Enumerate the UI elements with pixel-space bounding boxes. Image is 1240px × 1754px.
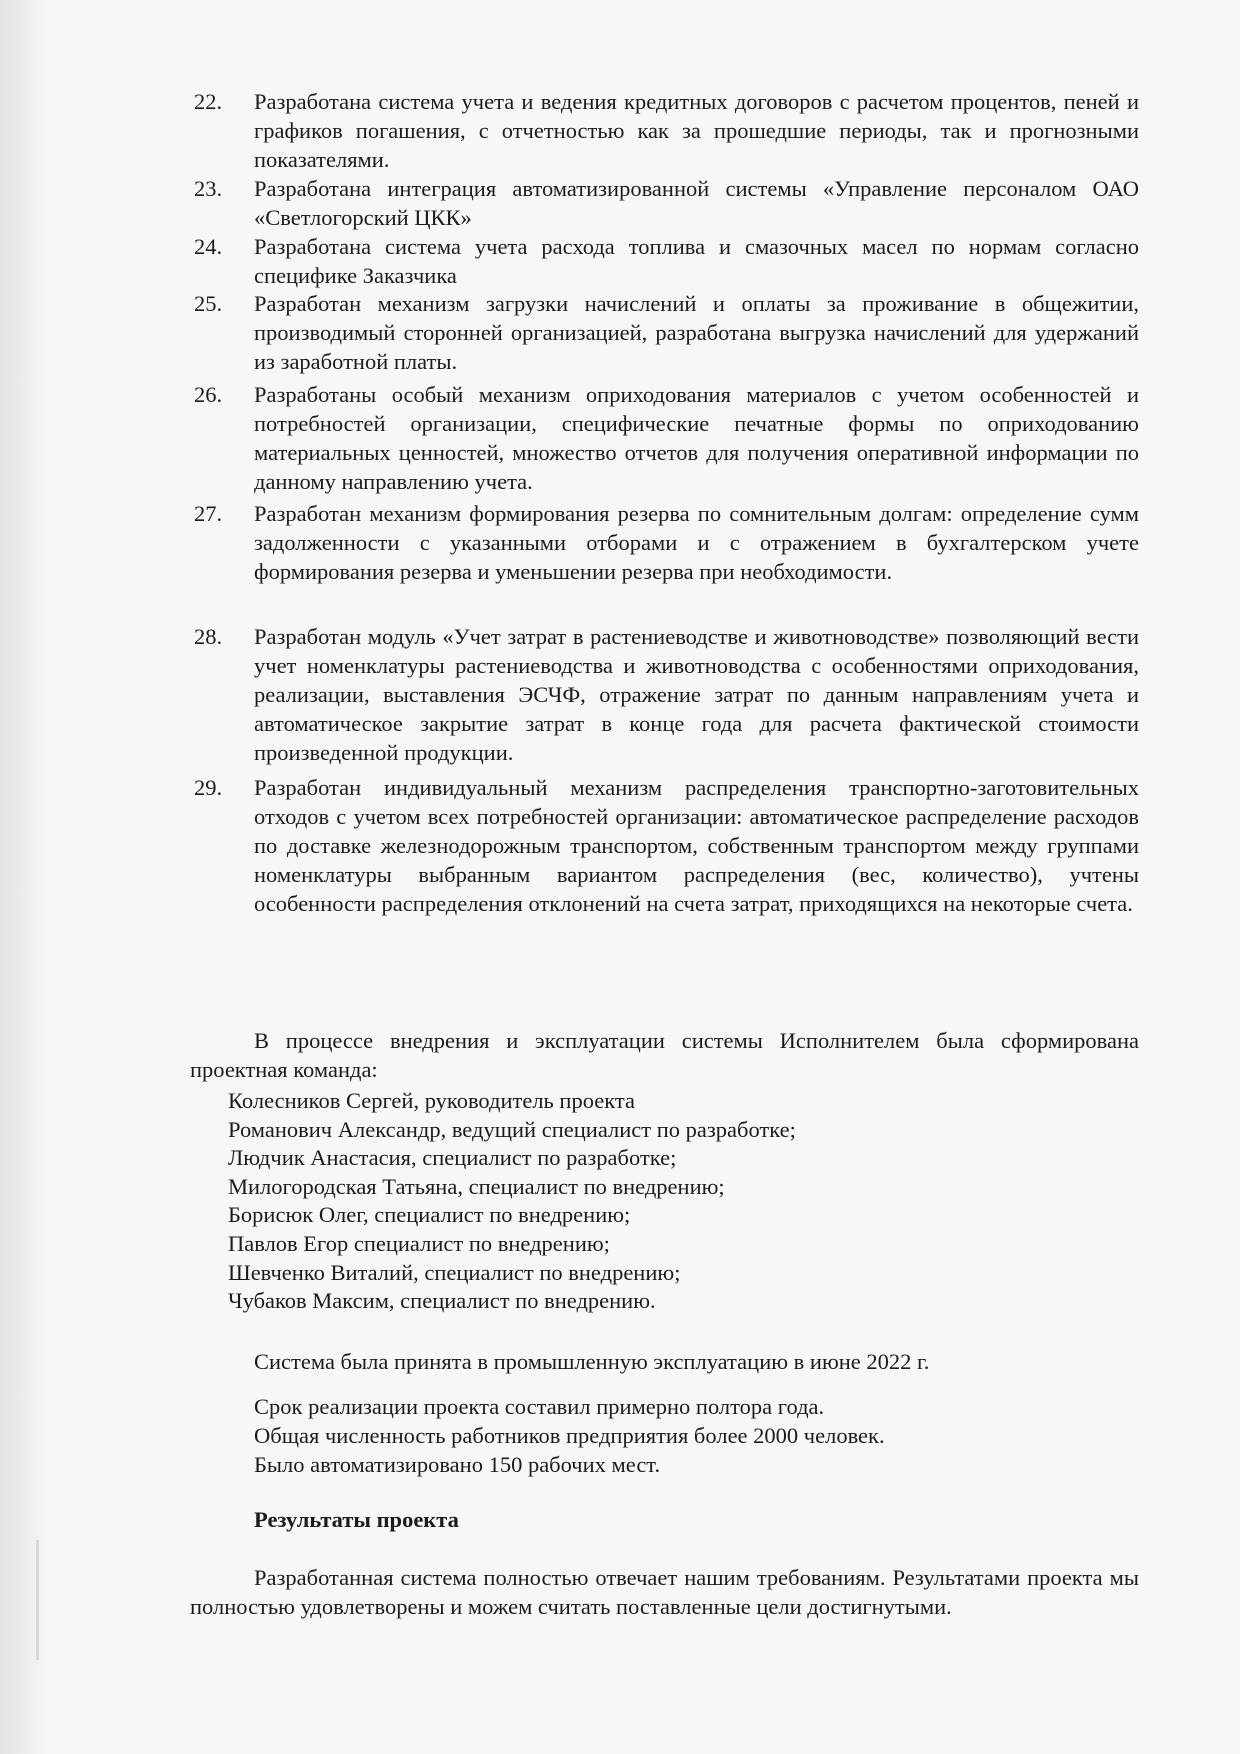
team-member: Романович Александр, ведущий специалист по разработке;	[228, 1116, 796, 1142]
item-text: Разработана система учета расхода топлива и смазочных масел по нормам согласно специфике Заказчика	[254, 234, 1139, 288]
item-text: Разработан модуль «Учет затрат в растениеводстве и животноводстве» позволяющий вести учет номенклатуры растениеводства и животноводства с особенностями оприходования, реализации, выставления ЭСЧФ, отражение затрат по данным направлениям учета и автоматическое закрытие затрат в конце года для расчета фактической стоимости произведенной продукции.	[254, 624, 1139, 765]
workplace-count: Было автоматизировано 150 рабочих мест.	[254, 1452, 661, 1477]
list-item	[194, 233, 1139, 291]
list-item	[194, 290, 1139, 377]
item-number: 28.	[194, 624, 223, 649]
list-item	[194, 381, 1139, 497]
team-member: Шевченко Виталий, специалист по внедрению;	[228, 1259, 681, 1285]
list-item	[194, 500, 1139, 587]
project-duration: Срок реализации проекта составил примерно полтора года.	[254, 1394, 825, 1419]
item-number: 29.	[194, 775, 223, 800]
employee-count: Общая численность работников предприятия более 2000 человек.	[254, 1423, 885, 1448]
team-member: Павлов Егор специалист по внедрению;	[228, 1230, 610, 1256]
team-intro: В процессе внедрения и эксплуатации системы Исполнителем была сформирована проектная команда:	[190, 1028, 1139, 1082]
list-item	[194, 175, 1139, 233]
item-number: 24.	[194, 234, 223, 259]
results-heading: Результаты проекта	[254, 1507, 459, 1532]
item-text: Разработана система учета и ведения кредитных договоров с расчетом процентов, пеней и графиков погашения, с отчетностью как за прошедшие периоды, так и прогнозными показателями.	[254, 89, 1139, 172]
results-text: Разработанная система полностью отвечает нашим требованиям. Результатами проекта мы полностью удовлетворены и можем считать поставленные цели достигнутыми.	[190, 1565, 1139, 1619]
item-text: Разработан механизм загрузки начислений и оплаты за проживание в общежитии, производимый сторонней организацией, разработана выгрузка начислений для удержаний из заработной платы.	[254, 291, 1139, 374]
item-text: Разработан механизм формирования резерва по сомнительным долгам: определение сумм задолженности с указанными отборами и с отражением в бухгалтерском учете формирования резерва и уменьшении резерва при необходимости.	[254, 501, 1139, 584]
item-number: 26.	[194, 382, 223, 407]
item-text: Разработаны особый механизм оприходования материалов с учетом особенностей и потребностей организации, специфические печатные формы по оприходованию материальных ценностей, множество отчетов для получения оперативной информации по данному направлению учета.	[254, 382, 1139, 494]
item-number: 27.	[194, 501, 223, 526]
item-text: Разработана интеграция автоматизированной системы «Управление персоналом ОАО «Светлогорский ЦКК»	[254, 176, 1139, 230]
scan-edge-shadow	[0, 0, 48, 1754]
team-member: Колесников Сергей, руководитель проекта	[228, 1088, 635, 1113]
scan-artifact	[36, 1540, 39, 1660]
team-member: Людчик Анастасия, специалист по разработке;	[228, 1145, 677, 1171]
item-number: 25.	[194, 291, 223, 316]
item-text: Разработан индивидуальный механизм распределения транспортно-заготовительных отходов с учетом всех потребностей организации: автоматическое распределение расходов по доставке железнодорожным транспортом, собственным транспортом между группами номенклатуры выбранным вариантом распределения (вес, количество), учтены особенности распределения отклонений на счета затрат, приходящихся на некоторые счета.	[254, 775, 1139, 916]
team-list	[228, 1087, 796, 1316]
acceptance-date: Система была принята в промышленную эксплуатацию в июне 2022 г.	[254, 1349, 930, 1374]
list-item	[194, 623, 1139, 768]
team-member: Борисюк Олег, специалист по внедрению;	[228, 1202, 631, 1228]
team-member: Чубаков Максим, специалист по внедрению.	[228, 1288, 656, 1314]
item-number: 22.	[194, 89, 223, 114]
item-number: 23.	[194, 176, 223, 201]
team-member: Милогородская Татьяна, специалист по внедрению;	[228, 1173, 725, 1199]
list-item	[194, 774, 1139, 919]
list-item	[194, 88, 1139, 175]
